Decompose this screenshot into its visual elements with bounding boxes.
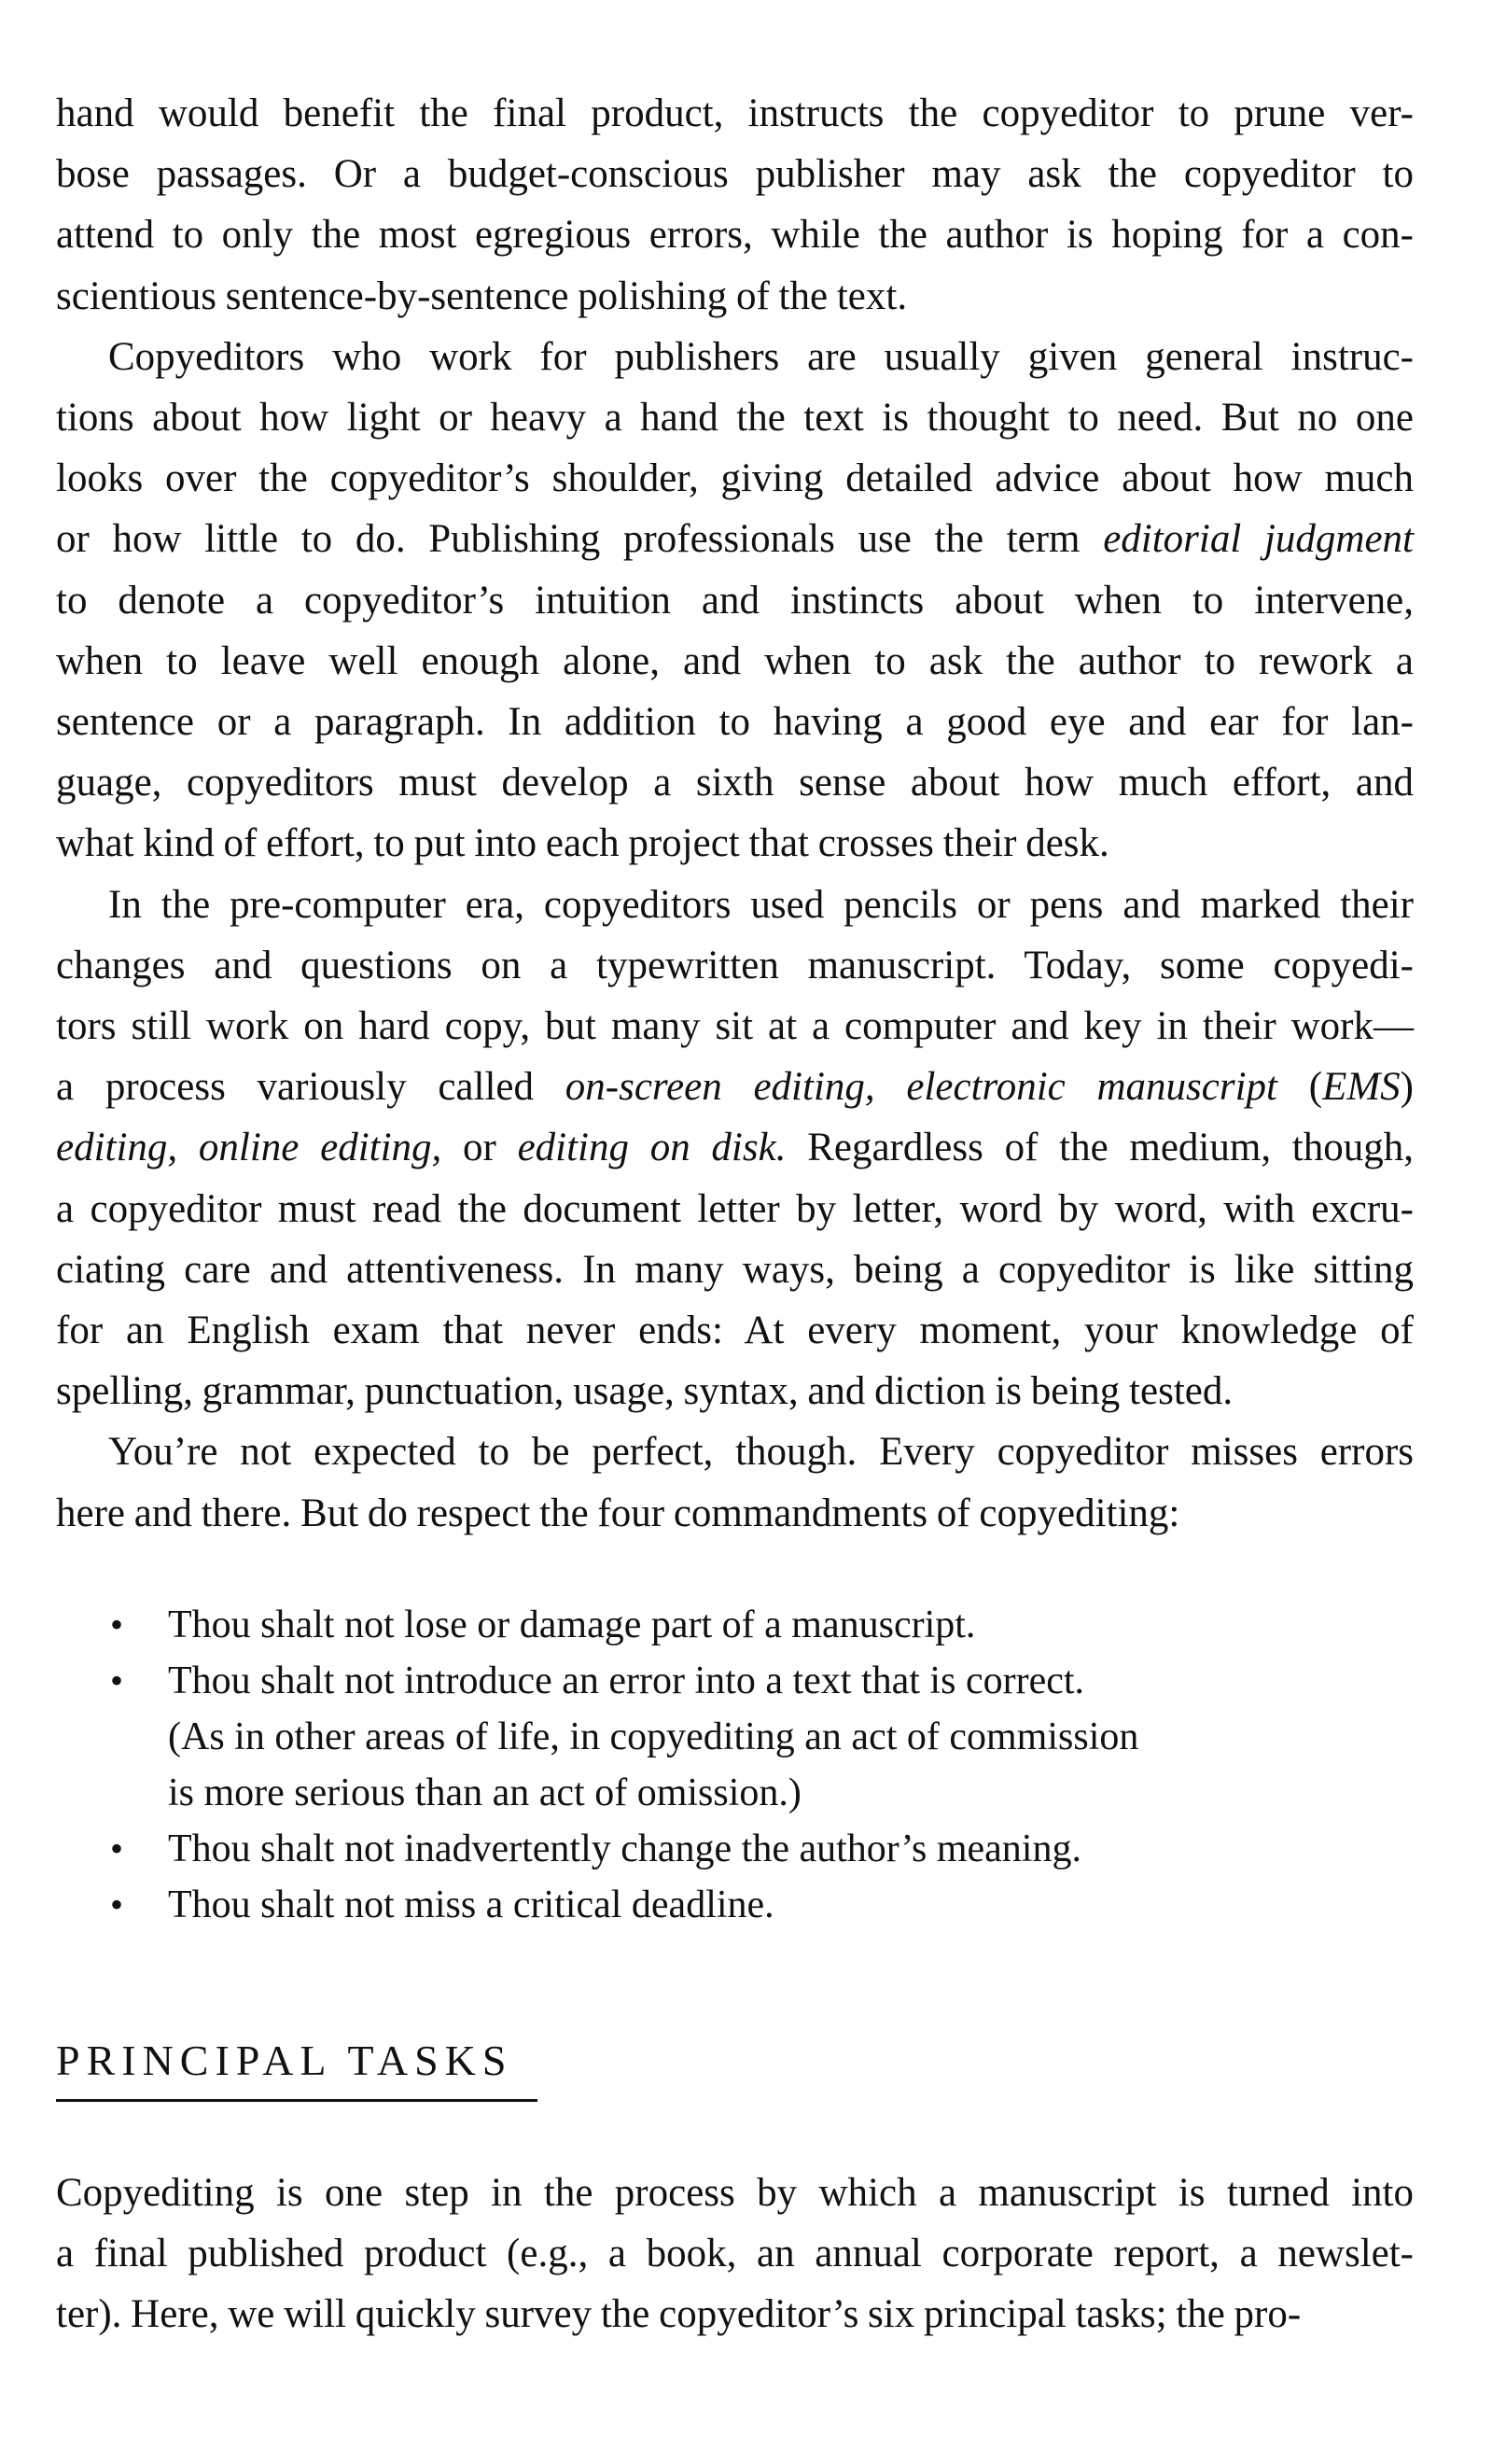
text-line — [56, 692, 1414, 752]
commandment-text: Thou shalt not miss a critical deadline. — [168, 1883, 774, 1926]
text-run: In the pre-computer era, copyeditors used pencils or pens and marked their — [108, 882, 1414, 927]
text-run: changes and questions on a typewritten manuscript. Today, some copyedi- — [56, 943, 1414, 987]
text-line — [56, 2223, 1414, 2284]
commandment-text: (As in other areas of life, in copyediting an act of commission — [168, 1715, 1139, 1758]
text-line — [108, 875, 1414, 935]
section-heading: PRINCIPAL TASKS — [56, 2037, 513, 2084]
commandment-text: Thou shalt not lose or damage part of a manuscript. — [168, 1603, 976, 1646]
text-line — [56, 631, 1414, 692]
text-run: sentence or a paragraph. In addition to having a good eye and ear for lan- — [56, 700, 1414, 744]
text-run: hand would benefit the final product, instructs the copyeditor to prune ver- — [56, 91, 1414, 135]
bullet-icon: • — [110, 1827, 124, 1869]
text-run: Regardless of the medium, though, — [786, 1126, 1414, 1170]
text-run: or — [441, 1126, 518, 1170]
text-run: a copyeditor must read the document letter by letter, word by word, with excru- — [56, 1186, 1414, 1231]
text-run: when to leave well enough alone, and when to ask the author to rework a — [56, 638, 1414, 683]
text-run: ter). Here, we will quickly survey the copyeditor’s six principal tasks; the pro- — [56, 2292, 1302, 2337]
text-line — [56, 996, 1414, 1057]
text-run: guage, copyeditors must develop a sixth sense about how much effort, and — [56, 761, 1414, 805]
commandment-text: is more serious than an act of omission.) — [168, 1771, 802, 1814]
text-line — [56, 1483, 1414, 1544]
text-run: looks over the copyeditor’s shoulder, giving detailed advice about how much — [56, 456, 1414, 501]
text-line — [56, 2163, 1414, 2223]
commandment-text: Thou shalt not inadvertently change the author’s meaning. — [168, 1827, 1081, 1870]
text-run: ciating care and attentiveness. In many ways, being a copyeditor is like sitting — [56, 1247, 1414, 1292]
text-run: scientious sentence-by-sentence polishing of the text. — [56, 273, 908, 318]
italic-term: EMS — [1322, 1065, 1401, 1110]
commandment-text: Thou shalt not introduce an error into a text that is correct. — [168, 1659, 1085, 1702]
text-line — [56, 509, 1414, 569]
text-line — [56, 570, 1414, 631]
text-line — [56, 387, 1414, 448]
text-run: a final published product (e.g., a book, an annual corporate report, a newslet- — [56, 2232, 1414, 2276]
text-run: ) — [1400, 1065, 1414, 1110]
text-run: tions about how light or heavy a hand the text is thought to need. But no one — [56, 396, 1414, 440]
text-run: or how little to do. Publishing professionals use the term — [56, 517, 1104, 562]
text-run: spelling, grammar, punctuation, usage, syntax, and diction is being tested. — [56, 1369, 1234, 1414]
text-line — [108, 327, 1414, 387]
text-run: bose passages. Or a budget-conscious publisher may ask the copyeditor to — [56, 152, 1414, 197]
bullet-icon: • — [110, 1883, 124, 1925]
text-line — [56, 1239, 1414, 1300]
text-line — [56, 752, 1414, 813]
italic-term: editing on disk. — [517, 1126, 787, 1170]
text-run: tors still work on hard copy, but many sit at a computer and key in their work— — [56, 1004, 1414, 1048]
text-line — [56, 935, 1414, 996]
text-run: to denote a copyeditor’s intuition and instincts about when to intervene, — [56, 578, 1414, 623]
italic-term: editing, online editing, — [56, 1126, 442, 1170]
text-run: a process variously called — [56, 1065, 565, 1110]
text-line — [56, 83, 1414, 144]
text-line — [56, 1117, 1414, 1178]
bullet-icon: • — [110, 1603, 124, 1645]
text-run: here and there. But do respect the four commandments of copyediting: — [56, 1491, 1180, 1535]
text-line — [56, 2284, 1414, 2345]
italic-term: editorial judgment — [1103, 517, 1415, 562]
text-run: Copyediting is one step in the process by which a manuscript is turned into — [56, 2171, 1414, 2215]
text-run: attend to only the most egregious errors, while the author is hoping for a con- — [56, 213, 1414, 258]
italic-term: on-screen editing, electronic manuscript — [565, 1065, 1277, 1110]
text-line — [56, 204, 1414, 265]
text-run: for an English exam that never ends: At every moment, your knowledge of — [56, 1309, 1414, 1352]
text-line — [56, 1361, 1414, 1421]
text-run: ( — [1276, 1065, 1323, 1110]
text-line — [56, 448, 1414, 509]
text-line — [56, 813, 1414, 874]
text-run: You’re not expected to be perfect, though. Every copyeditor misses errors — [108, 1430, 1414, 1475]
text-line — [56, 144, 1414, 204]
bullet-icon: • — [110, 1659, 124, 1701]
text-run: what kind of effort, to put into each project that crosses their desk. — [56, 821, 1109, 866]
heading-underline-rule — [56, 2099, 537, 2102]
text-line — [56, 1300, 1414, 1361]
text-line — [56, 1179, 1414, 1239]
text-run: Copyeditors who work for publishers are usually given general instruc- — [108, 334, 1414, 379]
text-line — [56, 266, 1414, 327]
text-line — [108, 1421, 1414, 1482]
text-line — [56, 1057, 1414, 1117]
